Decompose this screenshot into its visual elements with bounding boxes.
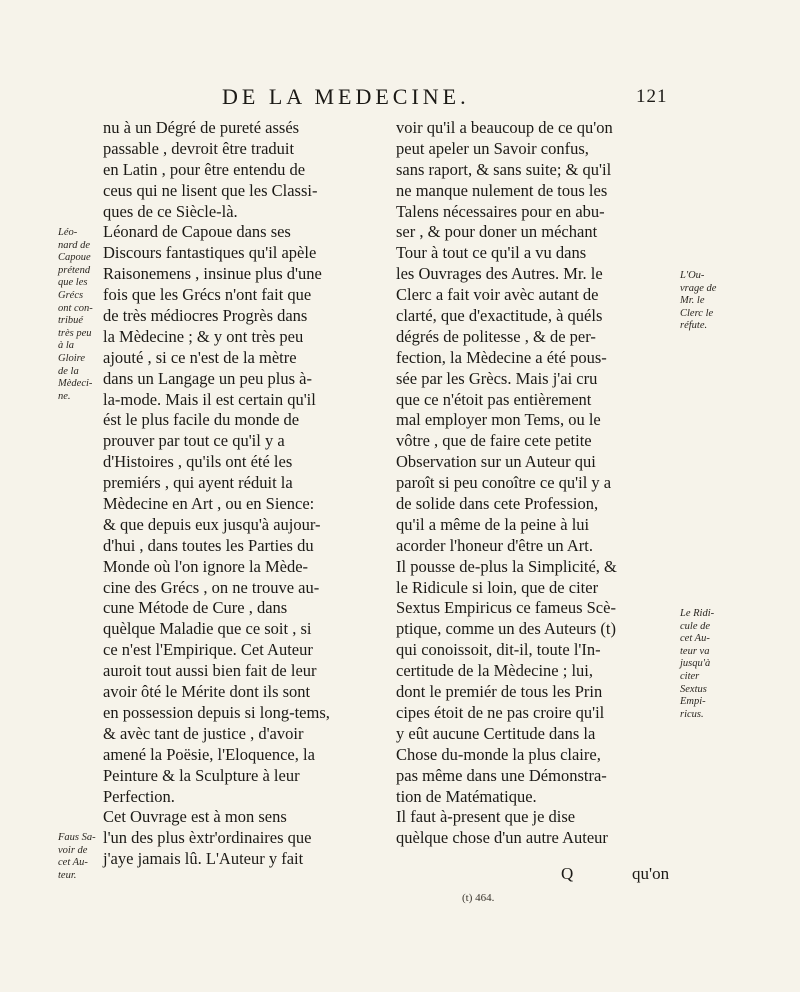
text-line: prouver par tout ce qu'il y a [103, 431, 285, 451]
text-line: Monde où l'on ignore la Mède- [103, 556, 309, 576]
text-line: Peinture & la Sculpture à leur [103, 765, 300, 785]
margin-note-line: tribué [58, 315, 84, 327]
text-line: clarté, que d'exactitude, à quéls [396, 306, 603, 326]
text-line: Sextus Empiricus ce fameus Scè- [396, 598, 616, 618]
text-line: d'Histoires , qu'ils ont été les [103, 452, 293, 472]
text-line: vôtre , que de faire cete petite [396, 431, 592, 451]
page-number: 121 [636, 86, 668, 107]
text-line: d'hui , dans toutes les Parties du [103, 535, 314, 555]
margin-note-line: Faus Sa- [58, 832, 96, 843]
text-line: cine des Grécs , on ne trouve au- [103, 577, 320, 597]
text-line: cipes étoit de ne pas croire qu'il [396, 702, 605, 722]
text-line: ptique, comme un des Auteurs (t) [396, 619, 616, 639]
text-line: ceus qui ne lisent que les Classi- [103, 180, 318, 200]
margin-note-line: Grécs [58, 289, 84, 301]
text-line: dans un Langage un peu plus à- [103, 368, 312, 388]
margin-note-line: Sextus [680, 683, 707, 695]
margin-note-line: Capoue [58, 252, 91, 264]
margin-note-leonard [58, 227, 93, 403]
running-head [0, 84, 800, 114]
text-line: & avèc tant de justice , d'avoir [103, 723, 304, 743]
margin-note-line: teur. [58, 869, 77, 881]
text-line: Chose du-monde la plus claire, [396, 744, 601, 764]
margin-note-line: Le Ridi- [680, 608, 715, 619]
text-line: que ce n'étoit pas entièrement [396, 389, 592, 409]
text-line: tion de Matématique. [396, 786, 537, 806]
margin-note-line: nard de [58, 239, 90, 251]
margin-note-line: teur va [680, 645, 710, 657]
text-line: sans raport, & sans suite; & qu'il [396, 159, 612, 179]
text-line: auroit tout aussi bien fait de leur [103, 661, 317, 681]
text-line: ést le plus facile du monde de [103, 410, 300, 430]
text-line: les Ouvrages des Autres. Mr. le [396, 264, 603, 284]
signature-mark: Q [561, 864, 574, 883]
text-line: Cet Ouvrage est à mon sens [103, 807, 287, 827]
text-line: fois que les Grécs n'ont fait que [103, 285, 312, 305]
text-line: Perfection. [103, 786, 175, 806]
text-line: Talens nécessaires pour en abu- [396, 201, 605, 221]
text-line: Léonard de Capoue dans ses [103, 222, 291, 242]
text-line: ajouté , si ce n'est de la mètre [103, 347, 297, 367]
text-line: amené la Poësie, l'Eloquence, la [103, 744, 315, 764]
margin-note-line: citer [680, 670, 700, 682]
margin-note-line: de la [58, 365, 79, 377]
text-line: quèlque chose d'un autre Auteur [396, 828, 608, 848]
margin-note-line: cet Au- [58, 857, 88, 869]
text-line: pas même dans une Démonstra- [396, 765, 607, 785]
margin-note-line: Léo- [58, 227, 78, 238]
text-line: de solide dans cete Profession, [396, 494, 599, 514]
text-line: dégrés de politesse , & de per- [396, 326, 596, 346]
margin-note-line: cet Au- [680, 633, 710, 645]
text-line: ne manque nulement de tous les [396, 180, 608, 200]
text-line: ser , & pour doner un méchant [396, 222, 598, 242]
text-line: le Ridicule si loin, que de citer [396, 577, 599, 597]
margin-note-line: Mèdeci- [58, 378, 93, 390]
margin-note-faus-savoir [58, 832, 96, 882]
text-line: sée par les Grècs. Mais j'ai cru [396, 368, 598, 388]
margin-note-line: jusqu'à [680, 658, 711, 670]
running-title: DE LA MEDECINE. [222, 84, 470, 109]
text-line: de très médiocres Progrès dans [103, 306, 308, 326]
margin-note-line: prétend [58, 264, 91, 276]
text-line: nu à un Dégré de pureté assés [103, 118, 300, 137]
text-line: qui conoissoit, dit-il, toute l'In- [396, 640, 601, 660]
text-line: la-mode. Mais il est certain qu'il [103, 389, 316, 409]
text-line: ce n'est l'Empirique. Cet Auteur [103, 640, 313, 660]
text-line: Il faut à-present que je dise [396, 807, 576, 827]
margin-note-line: Gloire [58, 352, 86, 364]
text-line: acorder l'honeur d'être un Art. [396, 535, 593, 555]
text-line: mal employer mon Tems, ou le [396, 410, 601, 430]
text-line: avoir ôté le Mérite dont ils sont [103, 682, 311, 702]
margin-note-line: ricus. [680, 708, 704, 720]
text-line: certitude de la Mèdecine ; lui, [396, 661, 594, 681]
text-line: y eût aucune Certitude dans la [396, 723, 596, 743]
margin-note-line: très peu [58, 327, 92, 339]
margin-note-line: ont con- [58, 302, 93, 314]
text-line: la Mèdecine ; & y ont très peu [103, 326, 304, 346]
text-line: qu'il a même de la peine à lui [396, 514, 590, 534]
text-line: & que depuis eux jusqu'à aujour- [103, 514, 321, 534]
text-line: Clerc a fait voir avèc autant de [396, 285, 599, 305]
margin-note-ouvrage-clerc [680, 270, 716, 333]
margin-note-line: voir de [58, 844, 88, 856]
margin-note-line: réfute. [680, 320, 708, 332]
margin-note-line: Mr. le [680, 295, 705, 307]
margin-note-line: à la [58, 340, 75, 352]
text-line: Observation sur un Auteur qui [396, 452, 596, 472]
text-line: cune Métode de Cure , dans [103, 598, 288, 618]
text-line: premiérs , qui ayent réduit la [103, 473, 293, 493]
right-text-column [396, 118, 678, 849]
text-line: l'un des plus èxtr'ordinaires que [103, 828, 312, 848]
text-line: passable , devroit être traduit [103, 138, 295, 158]
text-line: fection, la Mèdecine a été pous- [396, 347, 607, 367]
left-text-column [103, 118, 389, 870]
text-line: ques de ce Siècle-là. [103, 201, 238, 221]
text-line: Mèdecine en Art , ou en Sience: [103, 494, 315, 514]
text-line: Raisonemens , insinue plus d'une [103, 264, 322, 284]
text-line: en possession depuis si long-tems, [103, 702, 330, 722]
margin-note-line: que les [58, 277, 88, 289]
text-line: paroît si peu conoître ce qu'il y a [396, 473, 612, 493]
text-line: Tour à tout ce qu'il a vu dans [396, 243, 587, 263]
margin-note-line: ne. [58, 390, 71, 402]
margin-note-line: cule de [680, 620, 711, 632]
text-line: Discours fantastiques qu'il apèle [103, 243, 317, 263]
text-line: j'aye jamais lû. L'Auteur y fait [103, 849, 304, 869]
text-line: voir qu'il a beaucoup de ce qu'on [396, 118, 613, 137]
text-line: Il pousse de-plus la Simplicité, & [396, 556, 617, 576]
text-line: en Latin , pour être entendu de [103, 159, 306, 179]
catchword: qu'on [632, 864, 670, 883]
text-line: dont le premiér de tous les Prin [396, 682, 603, 702]
margin-note-line: Empi- [680, 696, 706, 708]
footnote: (t) 464. [462, 892, 495, 904]
margin-note-line: L'Ou- [680, 270, 705, 281]
margin-note-ridicule [680, 608, 714, 721]
margin-note-line: Clerc le [680, 307, 714, 319]
text-line: quèlque Maladie que ce soit , si [103, 619, 312, 639]
margin-note-line: vrage de [680, 282, 717, 294]
text-line: peut apeler un Savoir confus, [396, 138, 589, 158]
